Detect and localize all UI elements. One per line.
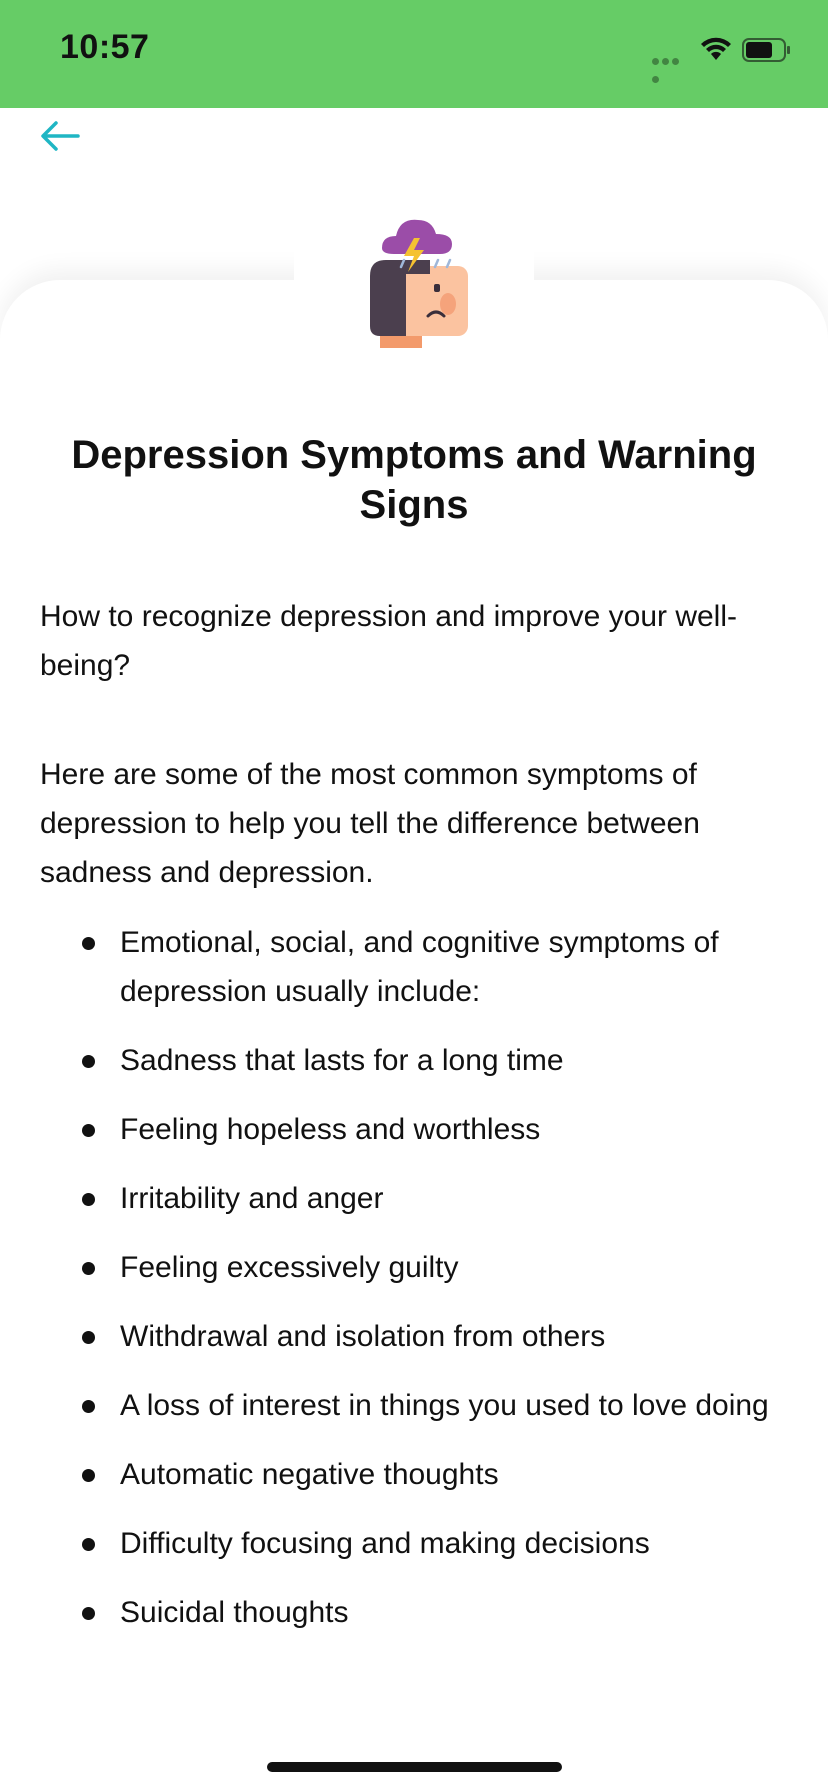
bullet-icon	[82, 1055, 95, 1068]
sad-person-storm-cloud-icon	[360, 210, 472, 350]
list-item-text: Withdrawal and isolation from others	[120, 1320, 606, 1353]
list-item	[0, 1519, 828, 1568]
intro-paragraph: Here are some of the most common symptoms of depression to help you tell the difference between sadness and depression.	[40, 758, 700, 889]
list-item-text: Automatic negative thoughts	[120, 1458, 499, 1491]
list-item-text: A loss of interest in things you used to love doing	[120, 1389, 769, 1422]
status-bar	[0, 0, 828, 108]
bullet-icon	[82, 937, 95, 950]
list-item-text: Emotional, social, and cognitive symptoms of depression usually include:	[120, 926, 719, 1008]
status-time: 10:57	[60, 28, 150, 66]
cellular-signal-icon	[652, 52, 690, 60]
bullet-icon	[82, 1262, 95, 1275]
bullet-icon	[82, 1607, 95, 1620]
list-item-text: Sadness that lasts for a long time	[120, 1044, 564, 1077]
bullet-icon	[82, 1124, 95, 1137]
battery-icon	[742, 38, 792, 62]
home-indicator[interactable]	[267, 1762, 562, 1772]
bullet-icon	[82, 1400, 95, 1413]
list-item-text: Irritability and anger	[120, 1182, 384, 1215]
symptoms-list	[0, 918, 828, 1657]
article-title: Depression Symptoms and Warning Signs	[71, 433, 757, 527]
list-item	[0, 1588, 828, 1637]
list-item	[0, 1381, 828, 1430]
list-item-text: Suicidal thoughts	[120, 1596, 349, 1629]
list-item	[0, 1243, 828, 1292]
list-item	[0, 918, 828, 1016]
list-item	[0, 1450, 828, 1499]
bullet-icon	[82, 1193, 95, 1206]
back-arrow-icon[interactable]	[38, 118, 82, 154]
list-item	[0, 1312, 828, 1361]
list-item	[0, 1174, 828, 1223]
list-item	[0, 1036, 828, 1085]
bullet-icon	[82, 1469, 95, 1482]
bullet-icon	[82, 1538, 95, 1551]
list-item-text: Feeling excessively guilty	[120, 1251, 459, 1284]
intro-question: How to recognize depression and improve your well-being?	[40, 600, 738, 682]
wifi-icon	[700, 36, 732, 62]
list-item	[0, 1105, 828, 1154]
bullet-icon	[82, 1331, 95, 1344]
list-item-text: Difficulty focusing and making decisions	[120, 1527, 650, 1560]
list-item-text: Feeling hopeless and worthless	[120, 1113, 541, 1146]
